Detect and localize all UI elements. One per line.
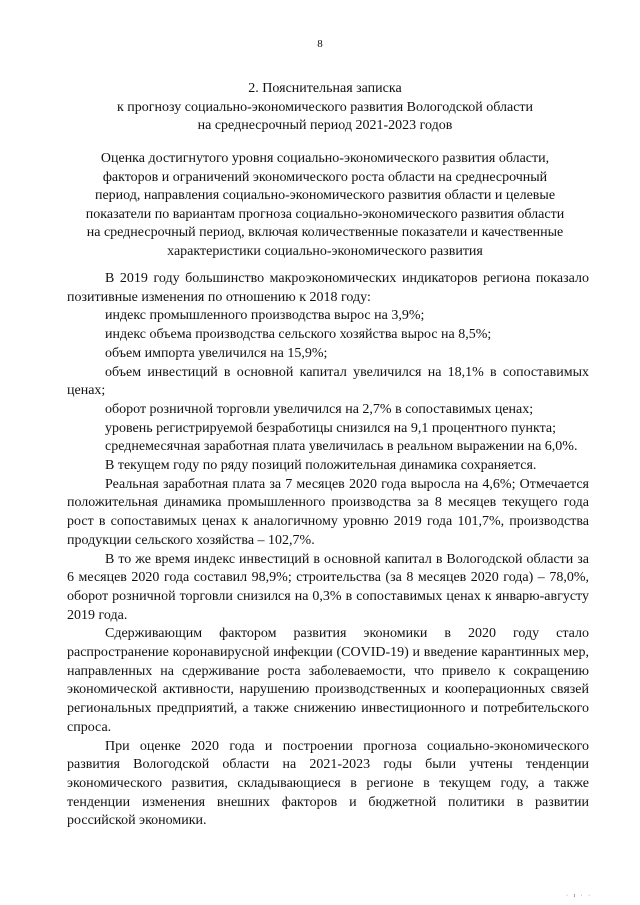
title-line: к прогнозу социально-экономического развития Вологодской области xyxy=(116,99,534,115)
paragraph: индекс промышленного производства вырос на 3,9%; xyxy=(105,308,425,324)
paragraph: объем инвестиций в основной капитал увеличился на 18,1% в сопоставимых ценах; xyxy=(67,364,589,399)
scan-mark-icon: · ı · · xyxy=(566,893,593,899)
paragraph: В текущем году по ряду позиций положительная динамика сохраняется. xyxy=(105,458,537,474)
subtitle-line: характеристики социально-экономического развития xyxy=(167,243,483,259)
paragraph: В 2019 году большинство макроэкономических индикаторов региона показало позитивные изменения по отношению к 2018 году: xyxy=(67,271,589,305)
paragraph: среднемесячная заработная плата увеличилась в реальном выражении на 6,0%. xyxy=(105,439,578,455)
paragraph: оборот розничной торговли увеличился на 2,7% в сопоставимых ценах; xyxy=(105,401,534,417)
body-text xyxy=(67,270,589,831)
paragraph: индекс объема производства сельского хозяйства вырос на 8,5%; xyxy=(105,327,492,343)
section-title xyxy=(60,80,590,136)
section-subtitle xyxy=(60,150,590,262)
paragraph: уровень регистрируемой безработицы снизился на 9,1 процентного пункта; xyxy=(105,420,557,436)
paragraph: Реальная заработная плата за 7 месяцев 2020 года выросла на 4,6%; Отмечается положительная динамика промышленного производства за 8 месяцев текущего года рост в сопоставимых ценах к аналогичному уровню 2019 года 101,7%, производства продукции сельского хозяйства – 102,7%. xyxy=(67,476,589,548)
subtitle-line: период, направления социально-экономического развития области и целевые xyxy=(94,188,556,204)
title-line: 2. Пояснительная записка xyxy=(248,81,402,96)
paragraph: При оценке 2020 года и построении прогноза социально-экономического развития Вологодской области на 2021-2023 годы были учтены тенденции экономического развития, складывающиеся в регионе в текущем году, а также тенденции изменения внешних факторов и бюджетной политики в развитии российской экономики. xyxy=(67,738,589,829)
paragraph: объем импорта увеличился на 15,9%; xyxy=(105,345,328,361)
subtitle-line: Оценка достигнутого уровня социально-экономического развития области, xyxy=(100,151,550,166)
subtitle-line: на среднесрочный период, включая количественные показатели и качественные xyxy=(86,225,564,241)
paragraph: Сдерживающим фактором развития экономики в 2020 году стало распространение коронавирусной инфекции (COVID-19) и введение карантинных мер, направленных на сдерживание роста заболеваемости, что привело к сокращению экономической активности, нарушению производственных и кооперационных связей региональных предприятий, а также снижению инвестиционного и потребительского спроса. xyxy=(67,626,589,735)
paragraph: В то же время индекс инвестиций в основной капитал в Вологодской области за 6 месяцев 2020 года составил 98,9%; строительства (за 8 месяцев 2020 года) – 78,0%, оборот розничной торговли снизился на 0,3% в сопоставимых ценах к январю-августу 2019 года. xyxy=(67,551,589,623)
page-number: 8 xyxy=(317,38,323,50)
title-line: на среднесрочный период 2021-2023 годов xyxy=(197,118,453,133)
subtitle-line: факторов и ограничений экономического роста области на среднесрочный xyxy=(102,169,548,185)
subtitle-line: показатели по вариантам прогноза социально-экономического развития области xyxy=(85,206,565,222)
